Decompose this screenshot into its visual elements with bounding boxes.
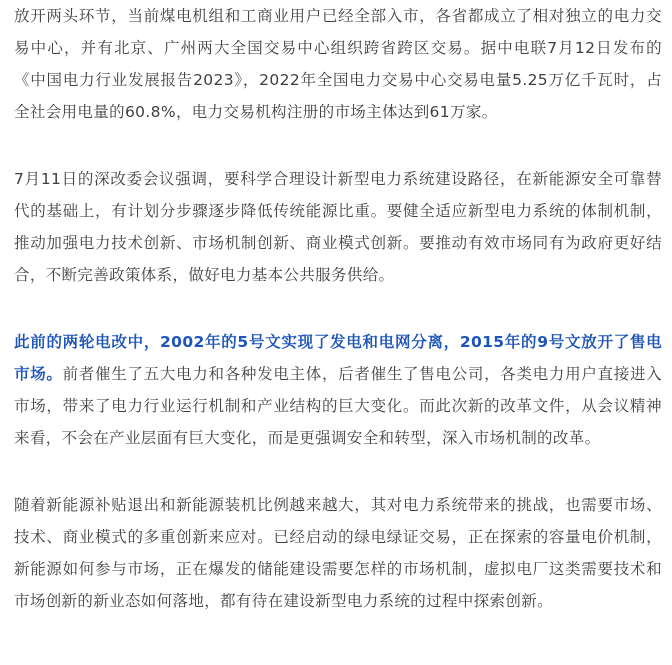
paragraph-text: 前者催生了五大电力和各种发电主体，后者催生了售电公司，各类电力用户直接进入市场，带来了电力行业运行机制和产业结构的巨大变化。而此次新的改革文件，从会议精神来看，不会在产业层面有巨大变化，而是更强调安全和转型，深入市场机制的改革。 xyxy=(14,365,663,447)
highlighted-lead-sentence: 此前的两轮电改中，2002年的5号文实现了发电和电网分离，2015年的9号文放开了售电市场。 xyxy=(14,333,662,383)
paragraph-text: 随着新能源补贴退出和新能源装机比例越来越大，其对电力系统带来的挑战，也需要市场、技术、商业模式的多重创新来应对。已经启动的绿电绿证交易，正在探索的容量电价机制，新能源如何参与市场，正在爆发的储能建设需要怎样的市场机制，虚拟电厂这类需要技术和市场创新的新业态如何落地，都有待在建设新型电力系统的过程中探索创新。 xyxy=(14,496,662,610)
paragraph-new-energy-challenges xyxy=(14,489,662,617)
paragraph-reform-meeting xyxy=(14,163,662,291)
paragraph-text: 放开两头环节，当前煤电机组和工商业用户已经全部入市，各省都成立了相对独立的电力交易中心，并有北京、广州两大全国交易中心组织跨省跨区交易。据中电联7月12日发布的《中国电力行业发展报告2023》，2022年全国电力交易中心交易电量5.25万亿千瓦时，占全社会用电量的60.8%，电力交易机构注册的市场主体达到61万家。 xyxy=(14,7,662,121)
paragraph-market-opening xyxy=(14,0,662,128)
article-body xyxy=(14,0,662,652)
paragraph-previous-reforms xyxy=(14,326,662,454)
paragraph-text: 7月11日的深改委会议强调，要科学合理设计新型电力系统建设路径，在新能源安全可靠替代的基础上，有计划分步骤逐步降低传统能源比重。要健全适应新型电力系统的体制机制，推动加强电力技术创新、市场机制创新、商业模式创新。要推动有效市场同有为政府更好结合，不断完善政策体系，做好电力基本公共服务供给。 xyxy=(14,170,662,284)
